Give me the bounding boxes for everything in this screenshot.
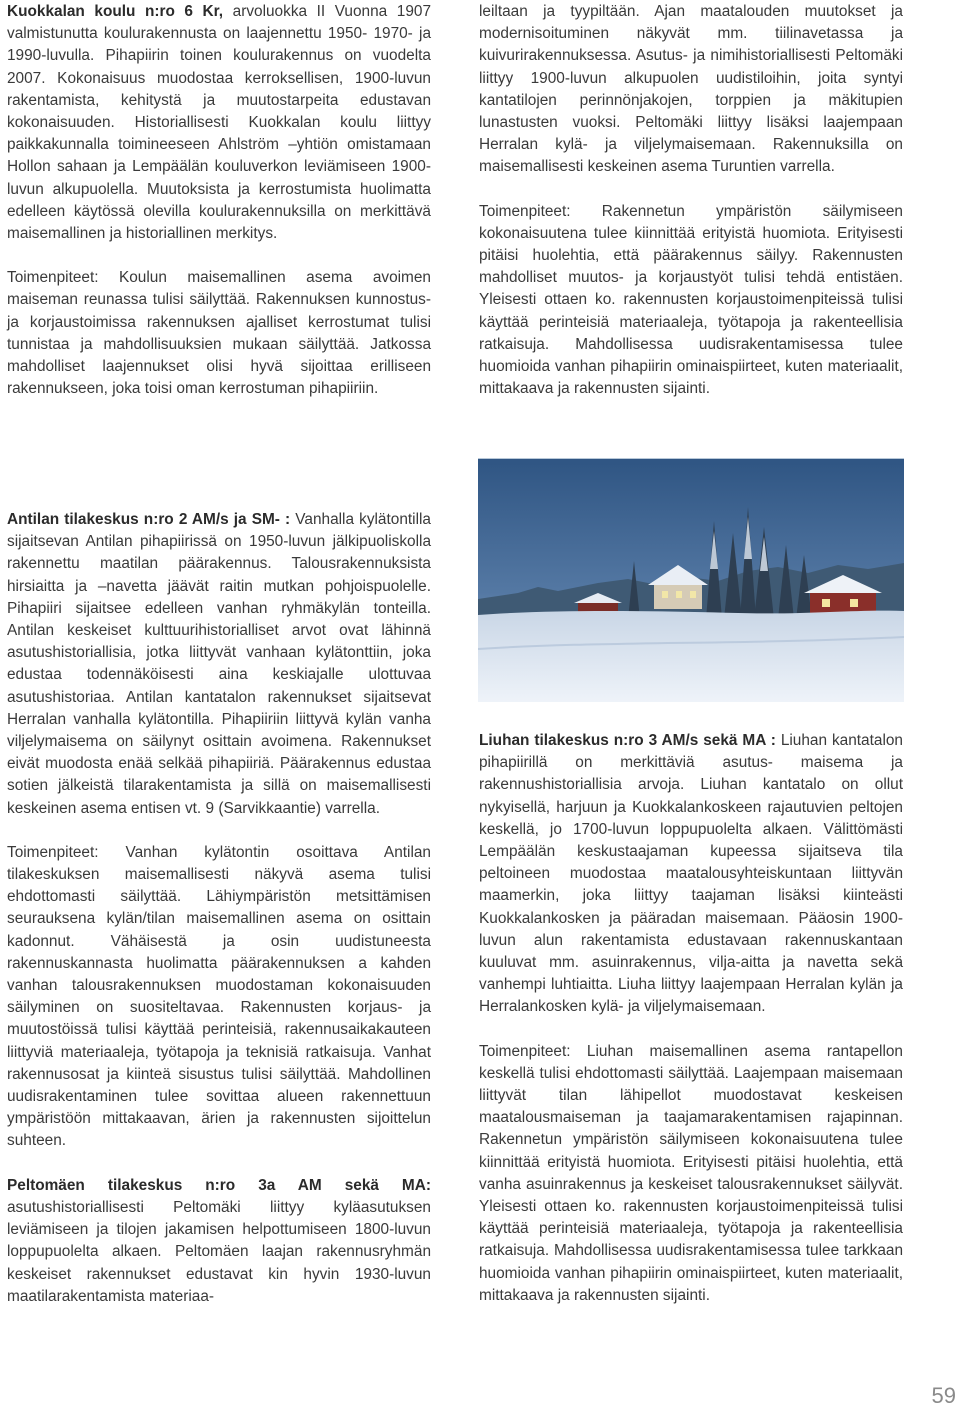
column-bottom-right (479, 730, 903, 1307)
kuokkala-body: arvoluokka II Vuonna 1907 valmistunutta koulurakennusta on laajennettu 1950- 1970- ja 1990-luvulla. Pihapiirin toinen koulurakennus on vuodelta 2007. Kokonaisuus muodostaa kerroksellisen, 1900-luvun rakentamista, kehitystä ja muutostarpeita edustavan kokonaisuuden. Historiallisesti Kuokkalan koulu liittyy paikkakunnalla toimineeseen Ahlström –yhtiön omistamaan Hollon sahaan ja Lempäälän kouluverkon leviämiseen 1900-luvun alkupuolella. Muutoksista ja kerrostumista huolimatta edelleen käytössä olevilla koulurakennuksilla on merkittävä maisemallinen ja historiallinen merkitys. (7, 3, 431, 243)
liuha-body: Liuhan kantatalon pihapiirillä on merkittäviä asutus- maisema ja rakennushistoriallisia arvoja. Liuhan kantatalo on ollut nykyisellä, harjuun ja Kuokkalankoskeen rajautuvien peltojen keskellä, jo 1700-luvun loppupuolelta alkaen. Välittömästi Lempäälän keskustaajaman kupeessa sijaitseva tila peltoineen muodostaa maatalousyhteiskuntaan liittyvän maamerkin, joka liittyy taajaman lisäksi kiinteästi Kuokkalankosken ja pääradan maisemaan. Pääosin 1900-luvun alun rakentamista edustavaan rakennuskantaan kuuluvat mm. asuinrakennus, vilja-aitta ja navetta sekä vanhempi luhtiaitta. Liuha liittyy laajempaan Herralan kylän ja Herralankosken kylä- ja viljelymaisemaan. (479, 732, 903, 1016)
column-bottom-left (7, 509, 431, 1308)
liuha-heading: Liuhan tilakeskus n:ro 3 AM/s sekä MA : (479, 732, 776, 749)
peltomaki-continuation: leiltaan ja tyypiltään. Ajan maatalouden muutokset ja modernisoituminen näkyvät mm. tiilinavetassa ja kuivurirakennuksessa. Asutus- ja nimihistoriallisesti Peltomäki liittyy 1900-luvun alkupuolen uudistiloihin, joita syntyi kantatilojen perinnönjakojen, torppien ja mäkitupien lunastusten vuoksi. Peltomäki liittyy lisäksi laajempaan Herralan kylä- ja viljelymaisemaan. Rakennuksilla on maisemallisesti keskeinen asema Turuntien varrella. (479, 3, 903, 176)
peltomaki-measures: Toimenpiteet: Rakennetun ympäristön säilymiseen kokonaisuutena tulee kiinnittää erityistä huomiota. Erityisesti pitäisi huolehtia, että päärakennus säilyy. Rakennusten mahdolliset muutos- ja korjaustyöt tulisi tehdä entistäen. Yleisesti ottaen ko. rakennusten korjaustoimenpiteissä tulisi käyttää perinteisiä materiaaleja, työtapoja ja rakenteellisia ratkaisuja. Mahdollisessa uudisrakentamisessa tulee huomioida vanhan pihapiirin ominaispiirteet, kuten materiaalit, mittakaava ja rakennusten sijainti. (479, 202, 903, 398)
column-top-right (479, 1, 903, 400)
liuha-measures: Toimenpiteet: Liuhan maisemallinen asema rantapellon keskellä tulisi ehdottomasti säilyttää. Laajempaan maisemaan liittyvät tilan lähipellot muodostavat keskeisen maatalousmaiseman ja taajamarakentamisen rajapinnan. Rakennetun ympäristön säilymiseen kokonaisuutena tulee kiinnittää erityistä huomiota. Erityisesti pitäisi huolehtia, että vanha asuinrakennus ja keskeiset talousrakennukset säilyvät. Yleisesti ottaen ko. rakennusten korjaustoimenpiteissä tulisi käyttää perinteisiä materiaaleja, työtapoja ja rakenteellisia ratkaisuja. Mahdollisessa uudisrakentamisessa tulee tarkkaan huomioida vanhan pihapiirin ominaispiirteet, kuten materiaalit, mittakaava ja rakennusten sijainti. (479, 1042, 903, 1304)
antila-heading: Antilan tilakeskus n:ro 2 AM/s ja SM- : (7, 511, 291, 528)
kuokkala-paragraph (7, 1, 431, 245)
antila-body: Vanhalla kylätontilla sijaitsevan Antilan pihapiirissä on 1950-luvun jälkipuoliskolla rakennettu maatilan päärakennus. Talousrakennuksista hirsiaitta ja –navetta jäävät raitin mutkan pohjoispuolelle. Pihapiiri sijaitsee edelleen vanhan ryhmäkylän tonteilla. Antilan keskeiset kulttuurihistorialliset arvot ovat lähinnä asutushistoriallisia, jotka liittyvät vanhaan kylätonttiin, joka edustaa todennäköisesti aina keskiajalle ulottuvaa asutushistoriaa. Antilan kantatalon rakennukset sijaitsevat Herralan vanhalla kylätontilla. Pihapiiriin liittyvä kylän vanha viljelymaisema on säilynyt osittain avoimena. Rakennukset eivät muodosta enää selkää pihapiiriä. Päärakennus edustaa sotien jälkeistä tilarakentamista ja sillä on maisemallisesti keskeinen asema entisen vt. 9 (Sarvikkaantie) varrella. (7, 511, 431, 817)
page-number: 59 (931, 1383, 956, 1408)
kuokkala-heading: Kuokkalan koulu n:ro 6 Kr, (7, 3, 224, 20)
antila-paragraph (7, 509, 431, 820)
peltomaki-heading: Peltomäen tilakeskus n:ro 3a AM sekä MA: (7, 1176, 431, 1194)
peltomaki-paragraph (7, 1175, 431, 1308)
peltomaki-body: asutushistoriallisesti Peltomäki liittyy kyläasutuksen leviämiseen ja tilojen jakamisen helpottumiseen 1800-luvun loppupuolelta alkaen. Peltomäen laajan rakennusryhmän keskeiset rakennukset edustavat kin hyvin 1930-luvun maatilarakentamista materiaa- (7, 1198, 431, 1305)
kuokkala-measures: Toimenpiteet: Koulun maisemallinen asema avoimen maiseman reunassa tulisi säilyttää. Rakennuksen kunnostus- ja korjaustoimissa rakennuksen ajalliset kerrostumat tulisi tunnistaa ja mahdollisuuksien mukaan säilyttää. Jatkossa mahdolliset laajennukset olisi hyvä sijoittaa erilliseen rakennukseen, joka toisi oman kerrostuman pihapiiriin. (7, 269, 431, 398)
antila-measures: Toimenpiteet: Vanhan kylätontin osoittava Antilan tilakeskuksen maisemallisesti näkyvä asema tulisi ehdottomasti säilyttää. Lähiympäristön metsittämisen seurauksena kylän/tilan maisemallinen asema on osittain kadonnut. Vähäisestä ja osin uudistuneesta rakennuskannasta huolimatta päärakennuksen a kahden vanhan talousrakennuksen muodostaman kokonaisuuden säilyminen on suositeltavaa. Rakennusten korjaus- ja muutostöissä tulisi käyttää perinteisiä, rakennusaikakauteen liittyviä materiaaleja, työtapoja ja teknisiä ratkaisuja. Vanhat rakennusosat ja kiinteä sisustus tulisi säilyttää. Mahdollinen uudisrakentaminen tulee sovittaa alueen rakennettuun ympäristöön mittakaavan, ärien ja rakennusten sijoittelun suhteen. (7, 843, 431, 1150)
column-top-left (7, 1, 431, 400)
liuha-paragraph (479, 730, 903, 1019)
winter-farmstead-photo (478, 458, 904, 702)
